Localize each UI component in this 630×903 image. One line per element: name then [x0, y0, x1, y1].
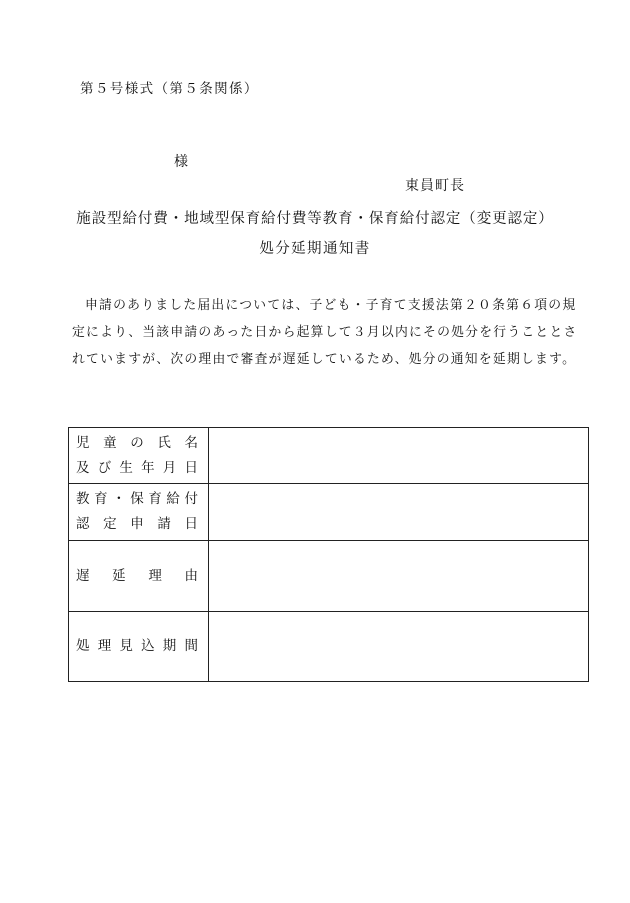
body-text-line3: れていますが、次の理由で審査が遅延しているため、処分の通知を延期します。 — [72, 352, 577, 367]
label-delay-reason — [69, 541, 209, 612]
label-line: 認 定 申 請 日 — [76, 516, 198, 532]
value-certification-application-date[interactable] — [209, 484, 589, 541]
table-row-expected-period — [69, 612, 589, 682]
label-line: 処 理 見 込 期 間 — [76, 638, 198, 654]
info-table — [68, 427, 589, 682]
document-title-line2: 処分延期通知書 — [259, 241, 371, 257]
value-delay-reason[interactable] — [209, 541, 589, 612]
addressee-suffix: 様 — [174, 154, 188, 170]
document-title-line1: 施設型給付費・地域型保育給付費等教育・保育給付認定（変更認定） — [76, 211, 554, 227]
label-line: 児 童 の 氏 名 — [76, 434, 198, 451]
table-row-certification-date — [69, 484, 589, 541]
label-certification-application-date — [69, 484, 209, 541]
form-number: 第５号様式（第５条関係） — [80, 81, 259, 97]
body-text-line1: 申請のありました届出については、子ども・子育て支援法第２０条第６項の規 — [85, 298, 577, 313]
label-line: 教 育 ・ 保 育 給 付 — [76, 491, 198, 507]
label-expected-processing-period — [69, 612, 209, 682]
value-child-name-birthdate[interactable] — [209, 428, 589, 484]
value-expected-processing-period[interactable] — [209, 612, 589, 682]
table-row-child-name — [69, 428, 589, 484]
label-line: 及 び 生 年 月 日 — [76, 459, 198, 476]
body-text-line2: 定により、当該申請のあった日から起算して３月以内にその処分を行うこととさ — [72, 325, 578, 340]
table-row-delay-reason — [69, 541, 589, 612]
label-child-name-birthdate — [69, 428, 209, 484]
sender-name: 東員町長 — [405, 178, 465, 194]
label-line: 遅 延 理 由 — [76, 567, 198, 584]
